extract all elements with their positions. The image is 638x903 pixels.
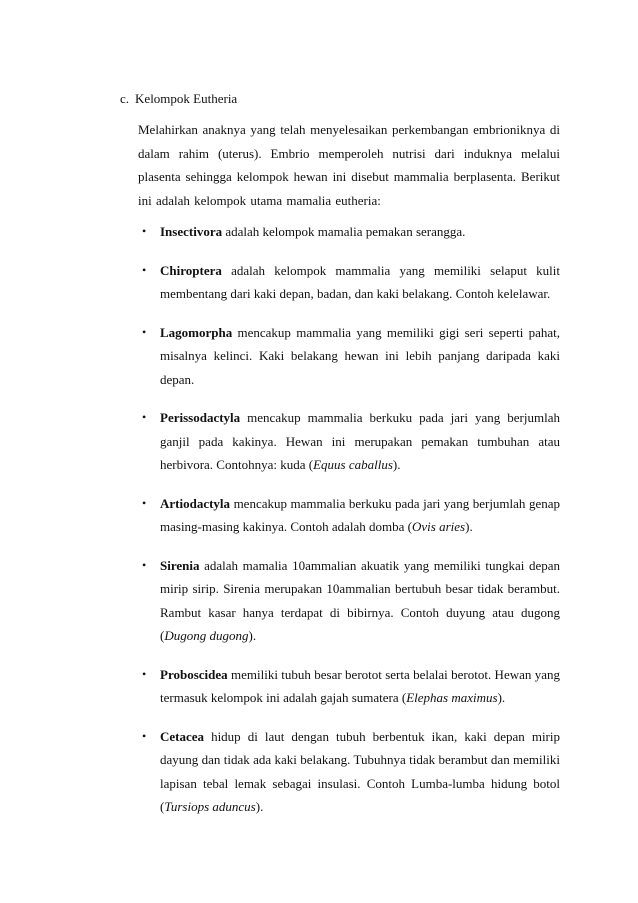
description-end: ). [248, 628, 257, 643]
eutheria-group-list [138, 220, 560, 834]
group-description: memiliki tubuh besar berotot serta belalai berotot. Hewan yang termasuk kelompok ini adalah gajah sumatera ( [160, 666, 560, 705]
description-end: ). [465, 519, 473, 534]
list-item [138, 220, 560, 244]
group-term: Perissodactyla [160, 410, 241, 425]
section-title: Kelompok Eutheria [135, 91, 238, 106]
group-description: mencakup mammalia yang memiliki gigi seri seperti pahat, misalnya kelinci. Kaki belakang hewan ini lebih panjang daripada kaki depan. [160, 324, 560, 387]
bullet-icon: • [142, 324, 147, 339]
list-item [138, 663, 560, 710]
group-description: adalah kelompok mamalia pemakan serangga. [222, 224, 466, 239]
scientific-name: Ovis aries [412, 519, 466, 534]
section-letter: c. [120, 91, 130, 106]
group-description: hidup di laut dengan tubuh berbentuk ikan, kaki depan mirip dayung dan tidak ada kaki belakang. Tubuhnya tidak berambut dan memiliki lapisan tebal lemak sebagai insulasi. Contoh Lumba-lumba hidung botol ( [160, 728, 560, 814]
list-item [138, 406, 560, 477]
scientific-name: Dugong dugong [164, 628, 249, 643]
intro-paragraph: Melahirkan anaknya yang telah menyelesaikan perkembangan embrioniknya di dalam rahim (uterus). Embrio memperoleh nutrisi dari induknya melalui plasenta sehingga kelompok hewan ini disebut mammalia berplasenta. Berikut ini adalah kelompok utama mamalia eutheria: [138, 122, 560, 208]
group-description: mencakup mammalia berkuku pada jari yang berjumlah genap masing-masing kakinya. Contoh adalah domba ( [160, 495, 560, 534]
bullet-icon: • [142, 666, 147, 681]
bullet-icon: • [142, 262, 147, 277]
group-description: adalah kelompok mammalia yang memiliki selaput kulit membentang dari kaki depan, badan, dan kaki belakang. Contoh kelelawar. [160, 262, 560, 301]
description-end: ). [255, 799, 264, 814]
group-term: Insectivora [160, 224, 223, 239]
group-term: Cetacea [160, 728, 205, 744]
group-term: Proboscidea [160, 666, 228, 682]
group-term: Chiroptera [160, 262, 222, 278]
scientific-name: Elephas maximus [406, 690, 498, 705]
group-term: Lagomorpha [160, 324, 233, 340]
bullet-icon: • [142, 224, 147, 238]
scientific-name: Tursiops aduncus [164, 799, 256, 814]
bullet-icon: • [142, 728, 147, 743]
bullet-icon: • [142, 410, 147, 424]
list-item [138, 492, 560, 539]
group-term: Artiodactyla [160, 495, 231, 511]
list-item [138, 554, 560, 648]
description-end: ). [392, 457, 401, 472]
bullet-icon: • [142, 495, 147, 510]
group-description: adalah mamalia 10ammalian akuatik yang memiliki tungkai depan mirip sirip. Sirenia merupakan 10ammalian bertubuh besar tidak berambut. Rambut kasar hanya terdapat di bibirnya. Contoh duyung atau dugong ( [160, 557, 560, 643]
list-item [138, 259, 560, 306]
section-heading [120, 89, 237, 109]
group-term: Sirenia [160, 557, 200, 573]
list-item [138, 321, 560, 392]
bullet-icon: • [142, 557, 147, 572]
group-description: mencakup mammalia berkuku pada jari yang berjumlah ganjil pada kakinya. Hewan ini merupakan pemakan tumbuhan atau herbivora. Contohnya: kuda ( [160, 410, 560, 472]
scientific-name: Equus caballus [313, 457, 393, 472]
list-item [138, 725, 560, 819]
description-end: ). [497, 690, 506, 705]
